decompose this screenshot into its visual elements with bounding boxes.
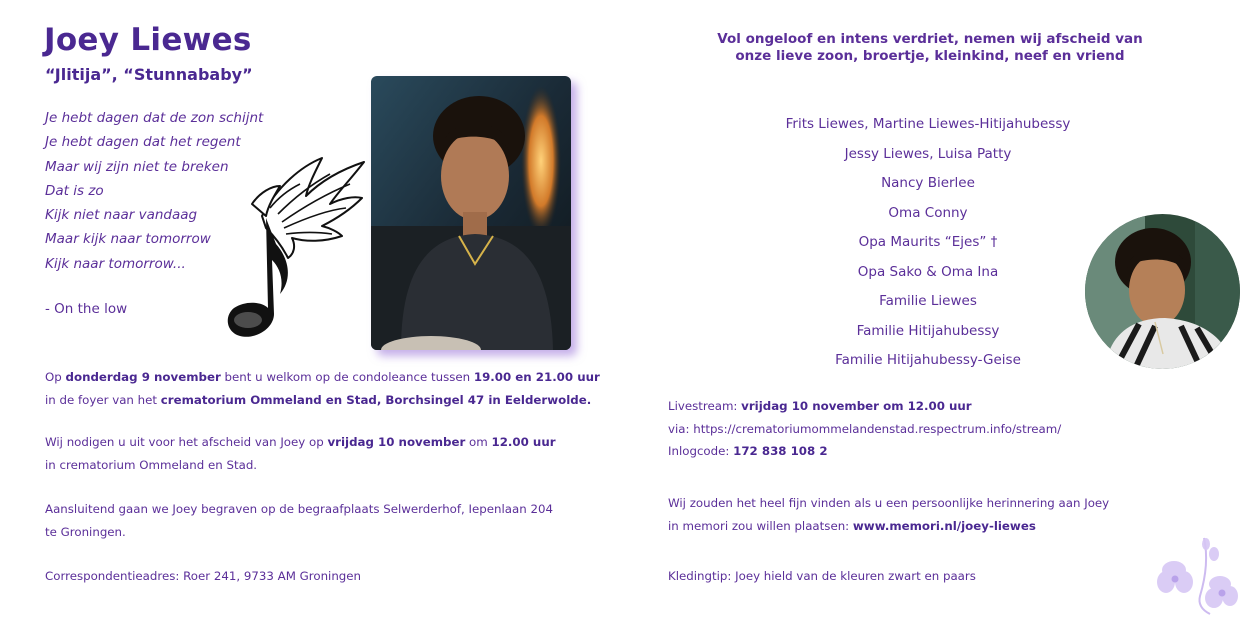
farewell-date: vrijdag 10 november [327,435,466,449]
livestream-info: Livestream: vrijdag 10 november om 12.00 uur via: https://crematoriumommelandenstad.respectrum.info/stream/ Inlogcode: 172 838 108 2 [668,399,1062,458]
family-list [760,114,1096,380]
condolence-date: donderdag 9 november [65,370,221,384]
circular-portrait-photo [1085,214,1240,369]
farewell-info: Wij nodigen u uit voor het afscheid van Joey op vrijdag 10 november om 12.00 uur in crematorium Ommeland en Stad. [45,435,556,472]
family-entry: Familie Hitijahubessy-Geise [835,352,1021,368]
condolence-location: crematorium Ommeland en Stad, Borchsingel 47 in Eelderwolde. [160,392,592,407]
poem-line: Je hebt dagen dat de zon schijnt [45,110,264,126]
memori-info: Wij zouden het heel fijn vinden als u een persoonlijke herinnering aan Joey in memori zou willen plaatsen: www.memori.nl/joey-liewes [668,496,1110,533]
family-entry: Oma Conny [888,204,968,221]
farewell-time: 12.00 uur [491,435,556,449]
portrait-photo [371,76,571,350]
memori-link[interactable]: www.memori.nl/joey-liewes [852,518,1036,533]
family-entry: Frits Liewes, Martine Liewes-Hitijahubessy [785,116,1071,132]
orchid-flower-icon [1156,536,1238,616]
announcement-heading: Vol ongeloof en intens verdriet, nemen wij afscheid van onze lieve zoon, broertje, kleinkind, neef en vriend [717,31,1143,64]
correspondence-address: Correspondentieadres: Roer 241, 9733 AM Groningen [45,569,362,583]
family-entry: Familie Liewes [879,293,977,309]
family-entry: Nancy Bierlee [881,175,975,191]
poem-line: Dat is zo [45,182,104,199]
poem-line: Kijk naar tomorrow... [45,255,186,272]
poem-line: Maar kijk naar tomorrow [45,231,211,248]
dress-code-tip: Kledingtip: Joey hield van de kleuren zwart en paars [668,569,976,583]
nicknames: “Jlitija”, “Stunnababy” [45,65,253,84]
family-entry: Opa Maurits “Ejes” † [858,234,998,250]
poem-line: Kijk niet naar vandaag [45,207,198,224]
livestream-url[interactable]: https://crematoriumommelandenstad.respectrum.info/stream/ [693,421,1062,436]
poem-signature: - On the low [45,301,128,317]
family-entry: Familie Hitijahubessy [856,322,1000,339]
poem-line: Je hebt dagen dat het regent [45,134,241,151]
family-entry: Jessy Liewes, Luisa Patty [844,145,1012,162]
poem-line: Maar wij zijn niet te breken [45,158,229,175]
livestream-time: vrijdag 10 november om 12.00 uur [741,399,972,413]
condolence-time: 19.00 en 21.00 uur [473,370,600,384]
family-entry: Opa Sako & Oma Ina [857,263,999,280]
deceased-name: Joey Liewes [44,22,252,58]
burial-info: Aansluitend gaan we Joey begraven op de begraafplaats Selwerderhof, Iepenlaan 204 te Groningen. [45,502,553,539]
login-code: 172 838 108 2 [733,444,828,458]
condolence-info: Op donderdag 9 november bent u welkom op de condoleance tussen 19.00 en 21.00 uur in de foyer van het crematorium Ommeland en Stad, Borchsingel 47 in Eelderwolde. [45,370,600,407]
winged-music-note-icon [222,156,367,346]
